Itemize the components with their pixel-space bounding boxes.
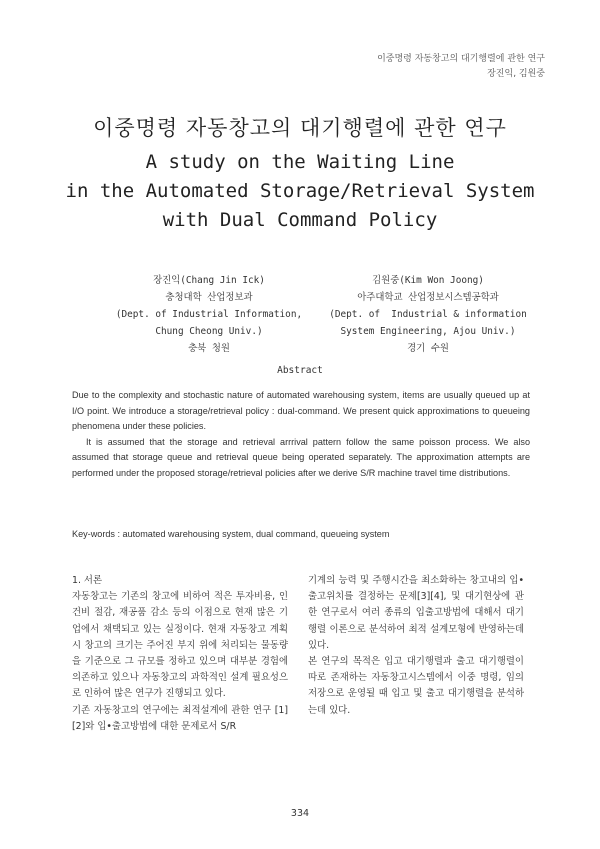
abstract-paragraph: Due to the complexity and stochastic nature of automated warehousing system, items are usually queued up at I/O point. We introduce a storage/retrieval policy : dual-command. We present quick approximations to queueing phenomena under these policies. [72,390,530,432]
body-column-left [72,573,288,735]
body-paragraph: 기존 자동창고의 연구에는 최적설계에 관한 연구 [1][2]와 입•출고방법에 대한 문제로서 S/R [72,704,288,732]
author-location: 경기 수원 [407,343,449,354]
abstract-heading: Abstract [277,365,323,376]
body-paragraph: 기계의 능력 및 주행시간을 최소화하는 창고내의 입•출고위치를 결정하는 문제[3][4], 및 대기현상에 관한 연구로서 여러 종류의 입출고방법에 대해서 대기행렬 이론으로 분석하여 최적 설계모형에 반영하는데 있다. [308,575,524,651]
author-affiliation-ko: 충청대학 산업정보과 [165,292,253,303]
running-head-title: 이중명령 자동창고의 대기행렬에 관한 연구 [377,54,545,64]
abstract-paragraph: It is assumed that the storage and retrieval arrrival pattern follow the same poisson process. We also assumed that storage queue and retrieval queue being operated separately. The approximation attempts are performed under the proposed storage/retrieval policies after we derive S/R machine travel time distributions. [72,436,530,478]
body-column-right [308,573,524,719]
page-number: 334 [290,808,310,819]
section-heading: 1. 서론 [72,575,103,586]
paper-title-english [0,148,600,235]
author-name: 김원중(Kim Won Joong) [372,275,484,286]
author-affiliation-en: System Engineering, Ajou Univ.) [340,326,516,337]
author-name: 장진익(Chang Jin Ick) [153,275,265,286]
running-head [377,52,545,82]
title-en-line-2: in the Automated Storage/Retrieval System [65,180,535,202]
author-location: 충북 청원 [188,343,230,354]
author-affiliation-en: (Dept. of Industrial & information [329,309,527,320]
author-2 [308,272,548,357]
running-head-authors: 장진익, 김원중 [487,69,545,79]
body-paragraph: 본 연구의 목적은 입고 대기행렬과 출고 대기행렬이 따로 존재하는 자동창고시스템에서 이중 명령, 임의 저장으로 운영될 때 입고 및 출고 대기행렬을 분석하는데 있다. [308,656,524,716]
paper-title-korean: 이중명령 자동창고의 대기행렬에 관한 연구 [93,116,507,140]
title-en-line-3: with Dual Command Policy [162,209,438,231]
author-affiliation-en: (Dept. of Industrial Information, [115,309,303,320]
keywords: Key-words : automated warehousing system, dual command, queueing system [72,529,390,539]
abstract-body [72,388,530,482]
author-1 [89,272,329,357]
title-en-line-1: A study on the Waiting Line [145,151,455,173]
author-affiliation-ko: 아주대학교 산업정보시스템공학과 [357,292,499,303]
body-paragraph: 자동창고는 기존의 창고에 비하여 적은 투자비용, 인건비 절감, 재공품 감소 등의 이점으로 현재 많은 기업에서 채택되고 있는 실정이다. 현재 자동창고 계획시 창고의 크기는 주어진 부지 위에 처리되는 물동량을 기준으로 그 규모를 정하고 있으며 대부분 경험에 의존하고 있으나 자동창고의 과학적인 설계 필요성으로 인하여 많은 연구가 진행되고 있다. [72,591,288,700]
author-affiliation-en: Chung Cheong Univ.) [155,326,263,337]
